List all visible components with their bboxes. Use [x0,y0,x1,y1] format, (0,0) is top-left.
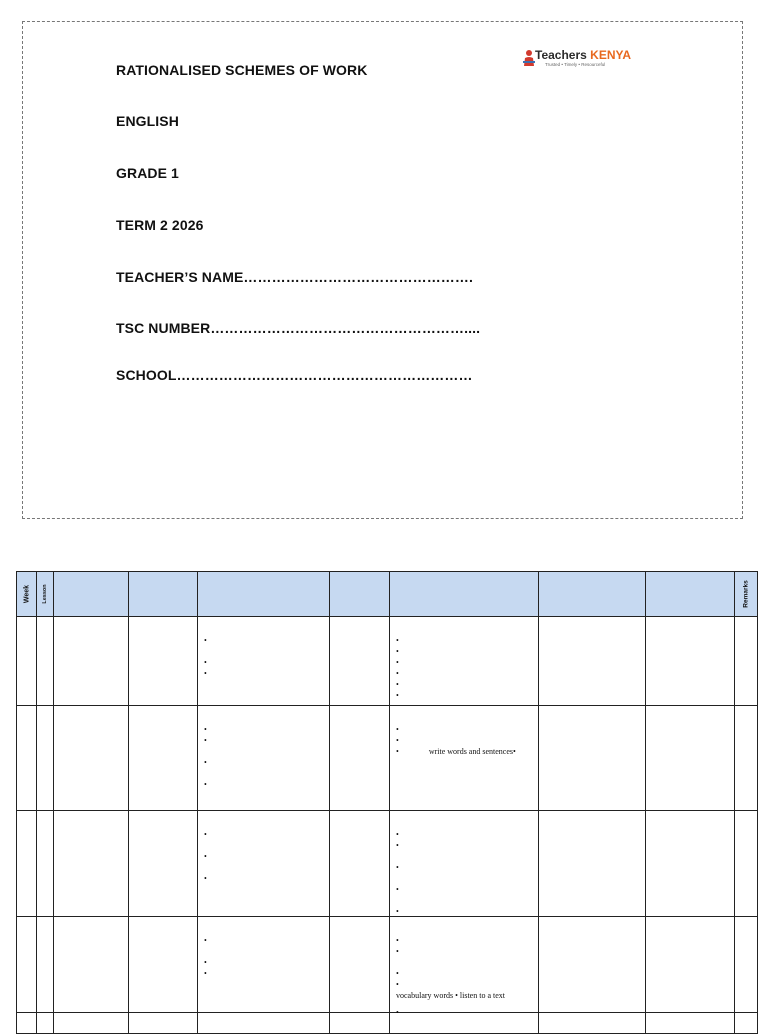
table-cell [646,917,735,1013]
bullet-item: • [204,780,207,789]
lesson-header [37,572,54,617]
table-cell [17,1013,37,1034]
bullet-item [204,646,207,657]
table-cell [646,811,735,917]
bullet-item: • [204,969,207,978]
bullet-item: • [396,969,399,978]
week-header-label: Week [23,584,30,604]
schemes-of-work-table [16,571,758,1034]
bullet-item: • [396,980,399,989]
table-cell [54,811,129,917]
bullet-item [204,840,207,851]
table-cell [735,617,758,706]
bullet-item: • [204,936,207,945]
bullet-item: • [396,647,399,656]
bullet-item: • [396,636,399,645]
table-row [17,1013,758,1034]
table-header-row [17,572,758,617]
bullet-item: • [204,669,207,678]
table-cell [54,706,129,811]
table-cell [129,811,198,917]
table-cell [539,617,646,706]
table-cell [646,706,735,811]
bullet-item [396,873,399,884]
school-field: SCHOOL……………………………………………………… [116,367,473,383]
table-cell [198,811,330,917]
bullet-item: • [396,830,399,839]
logo-word-kenya: KENYA [590,48,632,62]
table-cell [330,1013,390,1034]
bullet-item: • [204,830,207,839]
table-cell [539,811,646,917]
bullet-item: • [204,658,207,667]
table-cell [54,617,129,706]
table-row [17,917,758,1013]
bullet-item: • [396,841,399,850]
table-cell [17,617,37,706]
table-cell [330,917,390,1013]
table-cell [539,706,646,811]
header-cell [54,572,129,617]
bullet-item: • [396,725,399,734]
header-cell [330,572,390,617]
table-cell [37,1013,54,1034]
teacher-figure-icon [523,49,535,67]
table-cell [54,1013,129,1034]
bullet-item [204,862,207,873]
bullet-item: • [396,736,399,745]
table-cell [330,706,390,811]
bullet-item: • [204,758,207,767]
table-cell [390,617,539,706]
logo-word-teachers: Teachers [535,48,587,62]
bullet-item: • [204,636,207,645]
table-row [17,617,758,706]
bullet-item [204,768,207,779]
bullet-item: • [396,669,399,678]
bullet-item: • [204,852,207,861]
header-cell [129,572,198,617]
header-cell [646,572,735,617]
table-cell [539,917,646,1013]
bullet-item: • write words and sentences• [396,747,516,756]
bullet-item: • [396,947,399,956]
bullet-item: • [204,736,207,745]
logo-wordmark [535,48,631,62]
bullet-item: • [204,725,207,734]
table-cell [735,706,758,811]
table-cell [37,917,54,1013]
bullet-item [396,851,399,862]
bullet-item [396,895,399,906]
table-cell [646,1013,735,1034]
objective-text: write words and sentences• [428,747,516,756]
bullet-item: • [204,874,207,883]
header-cell [539,572,646,617]
table-cell [129,917,198,1013]
table-row [17,706,758,811]
bullet-list [204,724,207,790]
table-row [17,811,758,917]
header-cell [198,572,330,617]
remarks-header [735,572,758,617]
teachers-kenya-logo [521,47,631,71]
document-title: RATIONALISED SCHEMES OF WORK [116,62,368,78]
bullet-item [396,957,505,968]
bullet-list [204,635,207,679]
table-cell [129,1013,198,1034]
table-cell [735,917,758,1013]
objective-text: vocabulary words • listen to a text [396,991,505,1000]
table-cell [198,706,330,811]
week-header [17,572,37,617]
bullet-item: • [396,1008,399,1017]
bullet-list [396,724,516,757]
bullet-item: • [396,907,399,916]
cover-page-box [22,21,743,519]
table-cell [735,1013,758,1034]
header-cell [390,572,539,617]
table-cell [646,617,735,706]
table-cell [198,1013,330,1034]
logo-tagline: Trusted • Timely • Resourceful [545,62,606,67]
tsc-number-field: TSC NUMBER……………………………………………….... [116,320,481,336]
bullet-item: • [396,863,399,872]
table-cell [37,706,54,811]
remarks-header-label: Remarks [742,580,750,608]
bullet-item: • [396,936,399,945]
table-cell [17,706,37,811]
table-cell [735,811,758,917]
bullet-item: • [396,885,399,894]
table-cell [198,617,330,706]
subject-label: ENGLISH [116,113,179,129]
bullet-list [396,635,399,701]
bullet-item: • [396,658,399,667]
table-cell [390,811,539,917]
bullet-item: • [396,680,399,689]
bullet-item: • [396,691,399,700]
bullet-list [204,829,207,884]
bullet-list [396,935,505,1018]
bullet-item [204,946,207,957]
table-cell [539,1013,646,1034]
table-cell [390,1013,539,1034]
table-cell [17,917,37,1013]
table-cell [129,617,198,706]
table-cell [37,617,54,706]
bullet-item: • [204,958,207,967]
bullet-item [204,746,207,757]
table-cell [129,706,198,811]
table-cell [330,811,390,917]
lesson-header-label: Lesson [42,584,48,604]
table-cell [37,811,54,917]
bullet-list [396,829,399,917]
table-cell [198,917,330,1013]
table-cell [54,917,129,1013]
table-cell [390,706,539,811]
term-label: TERM 2 2026 [116,217,204,233]
table-cell [17,811,37,917]
grade-label: GRADE 1 [116,165,179,181]
bullet-list [204,935,207,979]
teacher-name-field: TEACHER’S NAME…………………………………………. [116,269,473,285]
table-cell [330,617,390,706]
table-cell [390,917,539,1017]
